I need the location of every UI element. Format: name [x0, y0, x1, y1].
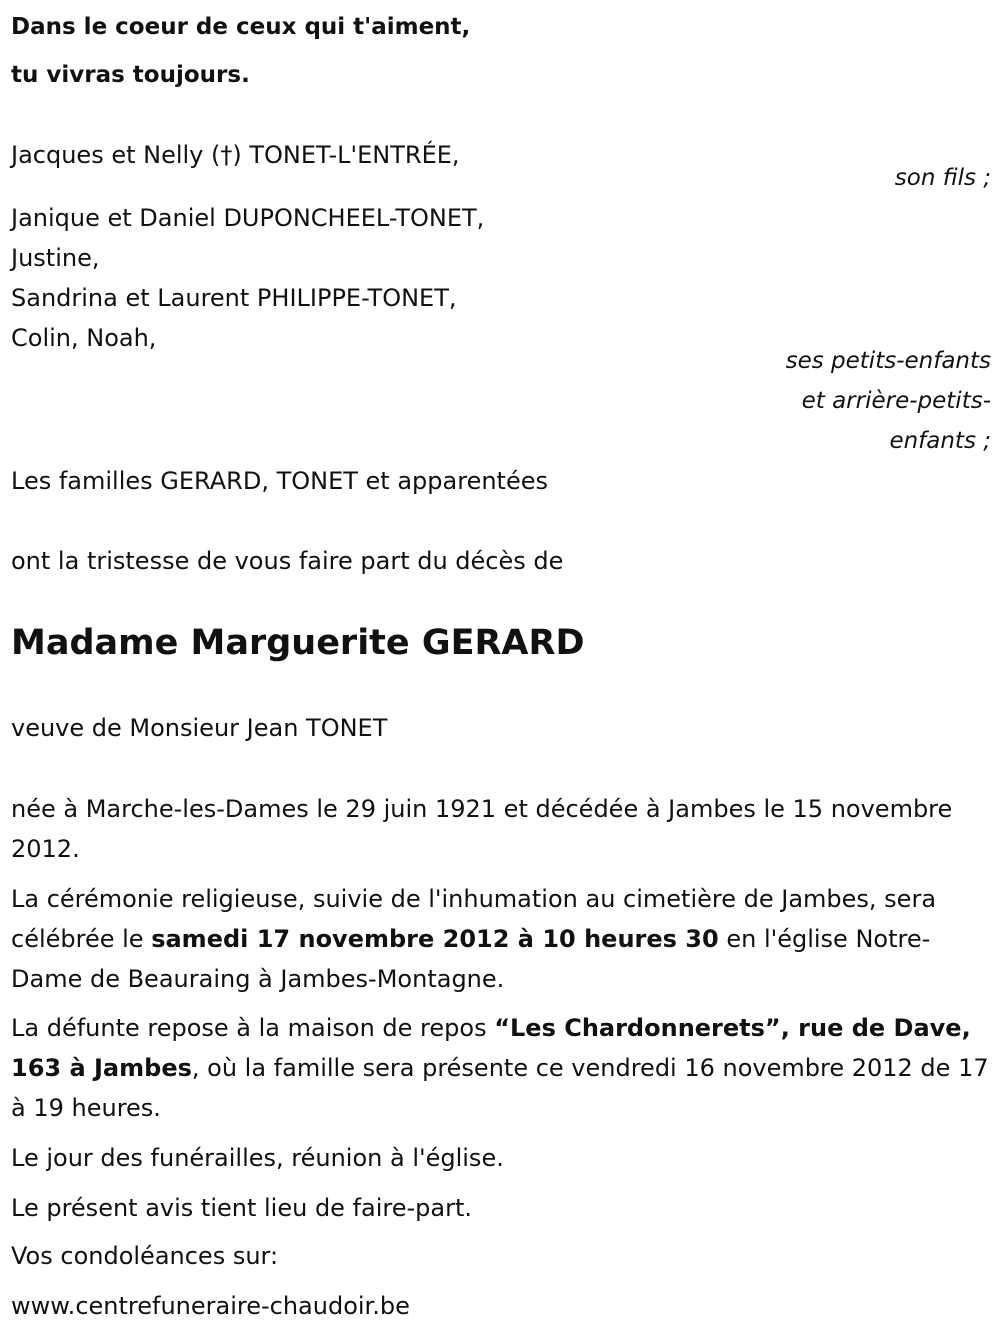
ceremony-text-end: en l'église Notre-Dame de Beauraing à Jambes-Montagne.: [11, 925, 931, 993]
deceased-name: Madame Marguerite GERARD: [11, 623, 585, 663]
notice-text: Le présent avis tient lieu de faire-part.: [11, 1194, 473, 1222]
grandchild-line-2: Justine,: [11, 244, 100, 272]
rest-paragraph: [11, 1008, 991, 1128]
meeting-text: Le jour des funérailles, réunion à l'église.: [11, 1144, 504, 1172]
rest-location: “Les Chardonnerets”, rue de Dave, 163 à Jambes: [11, 1014, 971, 1082]
ceremony-text-start: La cérémonie religieuse, suivie de l'inhumation au cimetière de Jambes, sera célébrée le: [11, 885, 937, 953]
ceremony-date-time: samedi 17 novembre 2012 à 10 heures 30: [151, 925, 719, 953]
website-link[interactable]: www.centrefuneraire-chaudoir.be: [11, 1292, 410, 1320]
rest-text-end: , où la famille sera présente ce vendredi 16 novembre 2012 de 17 à 19 heures.: [11, 1054, 989, 1122]
announcement-text: ont la tristesse de vous faire part du décès de: [11, 547, 564, 575]
families-line: Les familles GERARD, TONET et apparentées: [11, 467, 548, 495]
widow-of-text: veuve de Monsieur Jean TONET: [11, 714, 388, 742]
grandchildren-role-line-2: et arrière-petits-: [801, 388, 991, 414]
grandchildren-role-line-1: ses petits-enfants: [785, 348, 991, 374]
grandchild-line-4: Colin, Noah,: [11, 324, 157, 352]
son-role: son fils ;: [894, 165, 991, 191]
birth-death-paragraph: née à Marche-les-Dames le 29 juin 1921 et décédée à Jambes le 15 novembre 2012.: [11, 795, 953, 863]
son-names: Jacques et Nelly (†) TONET-L'ENTRÉE,: [11, 141, 460, 169]
grandchild-line-3: Sandrina et Laurent PHILIPPE-TONET,: [11, 284, 457, 312]
epigraph-line-1: Dans le coeur de ceux qui t'aiment,: [11, 14, 471, 40]
epigraph-line-2: tu vivras toujours.: [11, 62, 250, 88]
condolences-text: Vos condoléances sur:: [11, 1242, 279, 1270]
grandchild-line-1: Janique et Daniel DUPONCHEEL-TONET,: [11, 204, 485, 232]
grandchildren-role-line-3: enfants ;: [889, 428, 991, 454]
ceremony-paragraph: [11, 879, 991, 999]
rest-text-start: La défunte repose à la maison de repos: [11, 1014, 495, 1042]
